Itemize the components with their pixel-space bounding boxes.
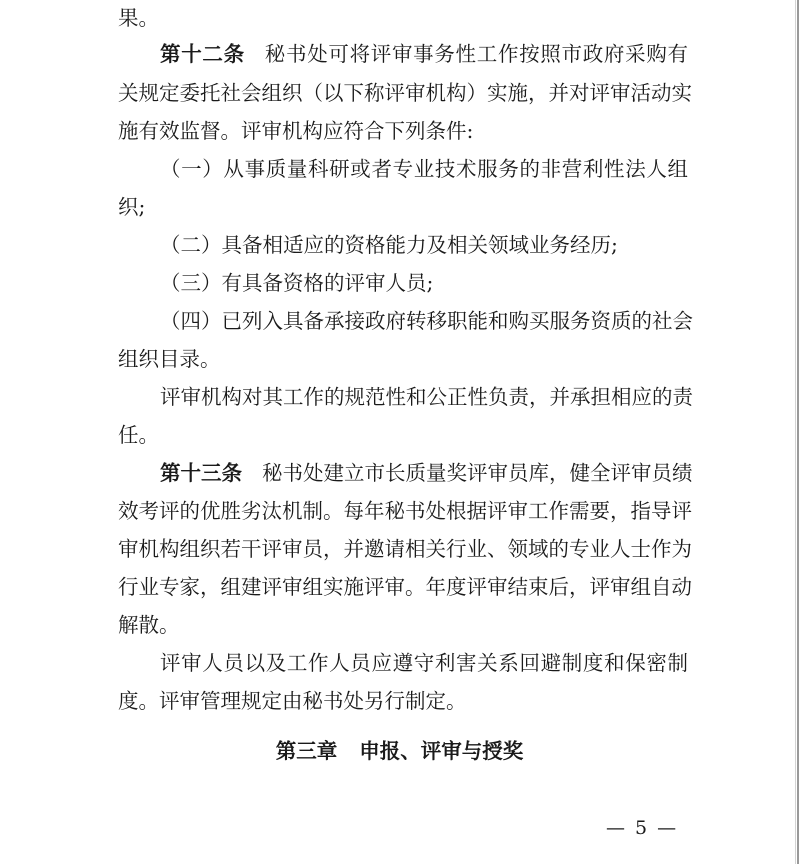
text-line: 解散。 (118, 613, 180, 637)
text-line: 果。 (118, 6, 159, 30)
list-item: （三）有具备资格的评审人员; (160, 271, 434, 295)
page-number: — 5 — (606, 817, 679, 839)
article-12-first-line (160, 40, 688, 68)
text-line: 施有效监督。评审机构应符合下列条件: (118, 119, 474, 143)
text-line: 审机构组织若干评审员，并邀请相关行业、领域的专业人士作为 (118, 537, 692, 561)
text-line: 秘书处建立市长质量奖评审员库，健全评审员绩 (262, 461, 693, 485)
text-line: 任。 (118, 423, 159, 447)
article-12-label: 第十二条 (160, 42, 245, 66)
chapter-number: 第三章 (275, 739, 338, 763)
article-13-label: 第十三条 (160, 461, 242, 485)
text-line: 织; (118, 195, 146, 219)
text-line: 组织目录。 (118, 347, 221, 371)
text-line: 行业专家，组建评审组实施评审。年度评审结束后，评审组自动 (118, 575, 692, 599)
text-line: 秘书处可将评审事务性工作按照市政府采购有 (264, 42, 689, 66)
list-item: （一）从事质量科研或者专业技术服务的非营利性法人组 (160, 157, 688, 181)
text-line: 关规定委托社会组织（以下称评审机构）实施，并对评审活动实 (118, 81, 692, 105)
chapter-title: 申报、评审与授奖 (359, 739, 524, 763)
list-item: （二）具备相适应的资格能力及相关领域业务经历; (160, 233, 618, 257)
text-line: 评审机构对其工作的规范性和公正性负责，并承担相应的责 (160, 385, 693, 409)
article-13-first-line (160, 459, 693, 487)
text-line: 评审人员以及工作人员应遵守利害关系回避制度和保密制 (160, 651, 688, 675)
chapter-heading (0, 737, 799, 765)
text-line: 度。评审管理规定由秘书处另行制定。 (118, 689, 467, 713)
list-item: （四）已列入具备承接政府转移职能和购买服务资质的社会 (160, 309, 693, 333)
page-edge-inner (795, 0, 796, 864)
text-line: 效考评的优胜劣汰机制。每年秘书处根据评审工作需要，指导评 (118, 499, 692, 523)
